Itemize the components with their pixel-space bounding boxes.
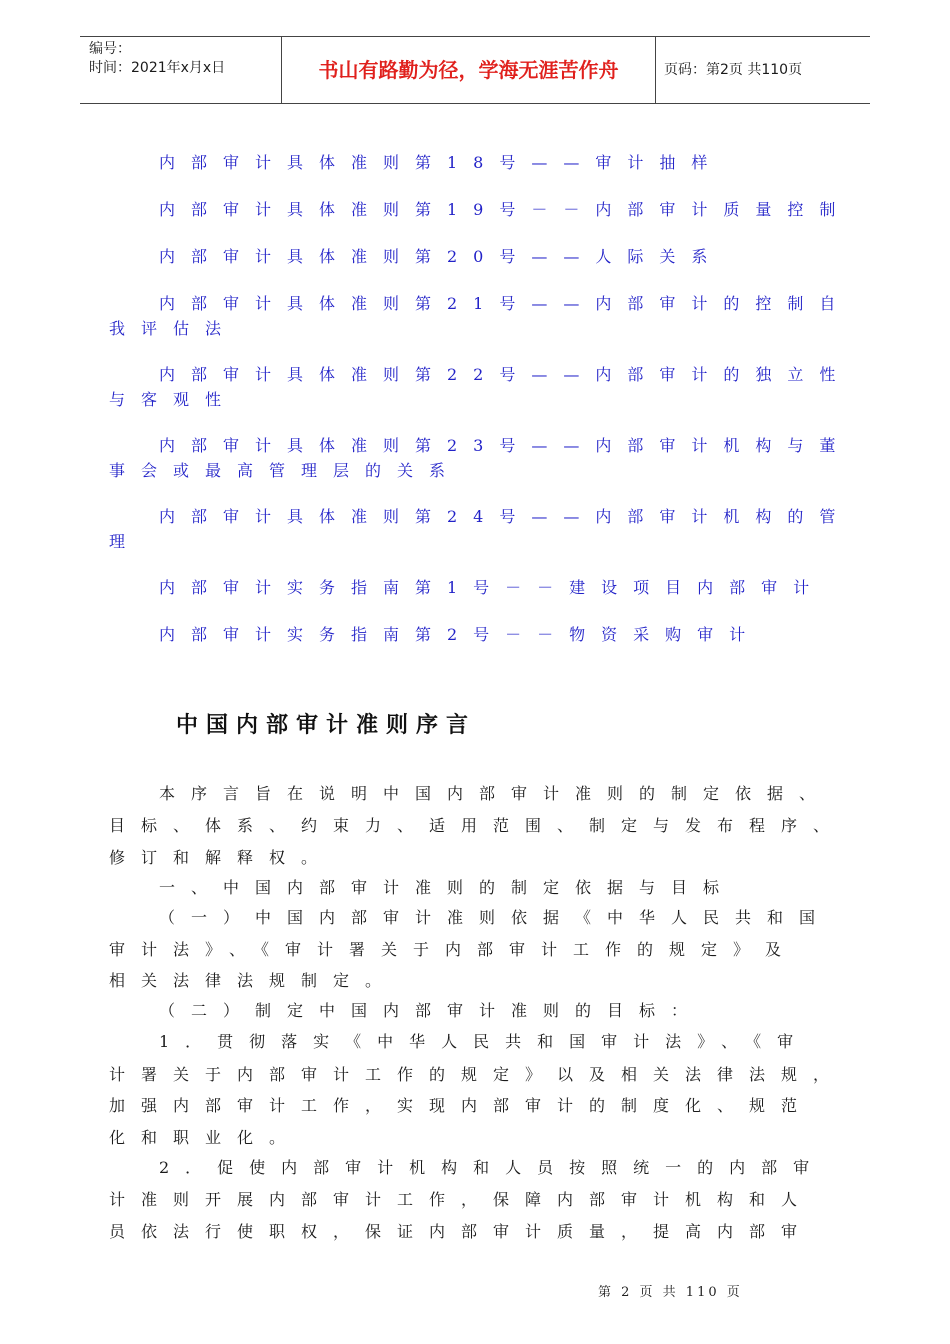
toc-item[interactable]: 内部审计实务指南第1号－－建设项目内部审计 — [159, 578, 826, 597]
body-line: 2．促使内部审计机构和人员按照统一的内部审 — [159, 1158, 826, 1177]
page-header — [80, 36, 870, 104]
body-line: 一、中国内部审计准则的制定依据与目标 — [159, 878, 736, 897]
header-meta — [80, 37, 282, 103]
header-page-label: 页码：第2页 共110页 — [664, 62, 803, 78]
toc-item[interactable]: 内部审计具体准则第21号——内部审计的控制自 — [159, 294, 852, 313]
page-footer: 第 2 页 共 110 页 — [598, 1285, 743, 1300]
number-label: 编号： — [89, 41, 131, 57]
section-title: 中国内部审计准则序言 — [176, 713, 477, 738]
body-line: 目标、体系、约束力、适用范围、制定与发布程序、 — [109, 816, 846, 835]
body-line: （二）制定中国内部审计准则的目标： — [159, 1001, 704, 1020]
toc-item-cont[interactable]: 事会或最高管理层的关系 — [109, 461, 462, 480]
body-line: 加强内部审计工作，实现内部审计的制度化、规范 — [109, 1096, 814, 1115]
time-label: 时间：2021年x月x日 — [89, 60, 226, 76]
body-line: 计署关于内部审计工作的规定》以及相关法律法规， — [109, 1065, 846, 1084]
body-line: （一）中国内部审计准则依据《中华人民共和国 — [159, 908, 832, 927]
toc-item[interactable]: 内部审计具体准则第19号－－内部审计质量控制 — [159, 200, 852, 219]
body-line: 审计法》、《审计署关于内部审计工作的规定》及 — [109, 940, 798, 959]
body-line: 员依法行使职权，保证内部审计质量，提高内部审 — [109, 1222, 814, 1241]
toc-item-cont[interactable]: 与客观性 — [109, 390, 238, 409]
toc-item[interactable]: 内部审计实务指南第2号－－物资采购审计 — [159, 625, 762, 644]
toc-item-cont[interactable]: 理 — [109, 532, 142, 551]
toc-item[interactable]: 内部审计具体准则第18号——审计抽样 — [159, 153, 724, 172]
body-line: 化和职业化。 — [109, 1128, 302, 1147]
body-line: 本序言旨在说明中国内部审计准则的制定依据、 — [159, 784, 832, 803]
toc-item[interactable]: 内部审计具体准则第20号——人际关系 — [159, 247, 724, 266]
body-line: 计准则开展内部审计工作，保障内部审计机构和人 — [109, 1190, 814, 1209]
body-line: 相关法律法规制定。 — [109, 971, 398, 990]
toc-item[interactable]: 内部审计具体准则第23号——内部审计机构与董 — [159, 436, 852, 455]
body-line: 1．贯彻落实《中华人民共和国审计法》、《审 — [159, 1032, 810, 1051]
header-motto: 书山有路勤为径，学海无涯苦作舟 — [282, 37, 656, 103]
body-line: 修订和解释权。 — [109, 848, 334, 867]
toc-item-cont[interactable]: 我评估法 — [109, 319, 238, 338]
toc-item[interactable]: 内部审计具体准则第24号——内部审计机构的管 — [159, 507, 852, 526]
toc-item[interactable]: 内部审计具体准则第22号——内部审计的独立性 — [159, 365, 852, 384]
